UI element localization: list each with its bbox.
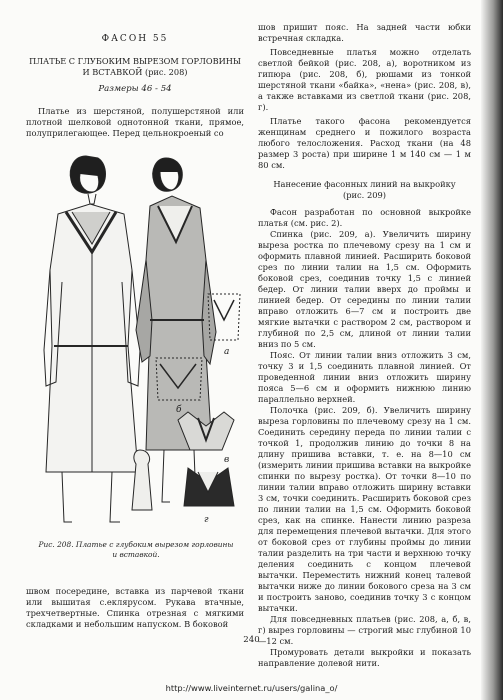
section-title <box>258 179 471 201</box>
style-heading: ФАСОН 55 <box>101 34 169 44</box>
paragraph-1: шов пришит пояс. На задней части юбки встречная складка. <box>258 22 471 43</box>
left-column <box>26 34 244 139</box>
caption-line-2: и вставкой. <box>112 550 160 559</box>
figure-label-b: б <box>176 405 182 415</box>
page-number: 240 <box>243 635 260 645</box>
paragraph-6: Пояс. От линии талии вниз отложить 3 см, точку 3 и 1,5 соединить плавной линией. От проведенной линии вниз отложить ширину пояса 5—6 см и оформить нижнюю линию параллельно верхней. <box>258 350 471 404</box>
paragraph-9: Промуровать детали выкройки и показать направление долевой нити. <box>258 647 471 668</box>
figure-label-v: в <box>224 455 230 465</box>
figure-label-a: а <box>224 347 230 357</box>
front-view-figure <box>44 156 140 522</box>
dress-illustration <box>28 150 242 532</box>
paragraph-5: Спинка (рис. 209, а). Увеличить ширину выреза ростка по плечевому срезу на 1 см и оформить плавной линией. Расширить боковой срез по линии талии на 1,5 см. Оформить боковой срез, соединив точку 1,5 с линией бедер. От линии талии вверх до проймы и линией бедер. От середины по линии талии вправо отложить 6—7 см и построить две мягкие вытачки с раствором 2 см, раствором и глубиной по 2,5 см, длиной от линии талии вниз по 5 см. <box>258 229 471 349</box>
intro-paragraph: Платье из шерстяной, полушерстяной или плотной шелковой однотонной ткани, прямое, полуприлегающее. Перед цельнокроеный со <box>26 106 244 138</box>
dress-title-line-2: И ВСТАВКОЙ (рис. 208) <box>82 67 188 77</box>
caption-line-1: Рис. 208. Платье с глубоким вырезом горловины <box>38 540 234 549</box>
left-column-continuation <box>26 586 244 630</box>
section-title-line-2: (рис. 209) <box>342 190 387 200</box>
paragraph-7: Полочка (рис. 209, б). Увеличить ширину выреза горловины по плечевому срезу на 1 см. Соединить середину переда по линии талии с точкой 1, продолжив линию до точки 8 на длину пришива вставки, т. е. на 8—10 см (измерить линии пришива вставки на выкройке спинки по вырезу ростка). От точки 8—10 по линии талии вправо отложить ширину вставки 3 см, точки соединить. Расширить боковой срез по линии талии на 1,5 см. Оформить боковой срез, как на спинке. Нанести линию разреза для перемещения плечевой вытачки. Для этого от боковой срез от глубины проймы до линии талии разделить на три части и верхнюю точку деления соединить с концом плечевой вытачки. Переместить нижний конец талевой вытачки ниже до линии бокового среза на 3 см и построить заново, соединив точку 3 с концом вытачки. <box>258 405 471 613</box>
paragraph-8: Для повседневных платьев (рис. 208, а, б, в, г) вырез горловины — строгий мыс глубиной 10—12 см. <box>258 614 471 646</box>
continuation-paragraph: швом посередине, вставка из парчевой ткани или вышитая с.еклярусом. Рукава втачные, трехчетвертные. Спинка отрезная с мягкими складками и небольшим напуском. В боковой <box>26 586 244 629</box>
paragraph-3: Платье такого фасона рекомендуется женщинам среднего и пожилого возраста любого телосложения. Расход ткани (на 48 размер 3 роста) при ширине 1 м 140 см — 1 м 80 см. <box>258 116 471 170</box>
scan-shadow-edge <box>481 0 503 700</box>
footer-url[interactable]: http://www.liveinternet.ru/users/galina_o/ <box>165 683 338 693</box>
paragraph-4: Фасон разработан по основной выкройке платья (см. рис. 2). <box>258 207 471 228</box>
dress-title-line-1: ПЛАТЬЕ С ГЛУБОКИМ ВЫРЕЗОМ ГОРЛОВИНЫ <box>29 56 241 66</box>
figure-caption <box>30 540 242 560</box>
figure-label-g: г <box>204 515 209 525</box>
section-title-line-1: Нанесение фасонных линий на выкройку <box>273 179 456 189</box>
detail-sketch-g <box>184 468 234 506</box>
right-column <box>258 22 471 669</box>
sizes-line: Размеры 46 - 54 <box>98 84 172 94</box>
paragraph-2: Повседневные платья можно отделать светлой бейкой (рис. 208, а), воротником из гипюра (рис. 208, б), рюшами из тонкой шерстяной ткани «байка», «нена» (рис. 208, в), а также вставками из светлой ткани (рис. 208, г). <box>258 47 471 112</box>
back-view-figure <box>132 450 152 510</box>
dress-title <box>26 56 244 78</box>
